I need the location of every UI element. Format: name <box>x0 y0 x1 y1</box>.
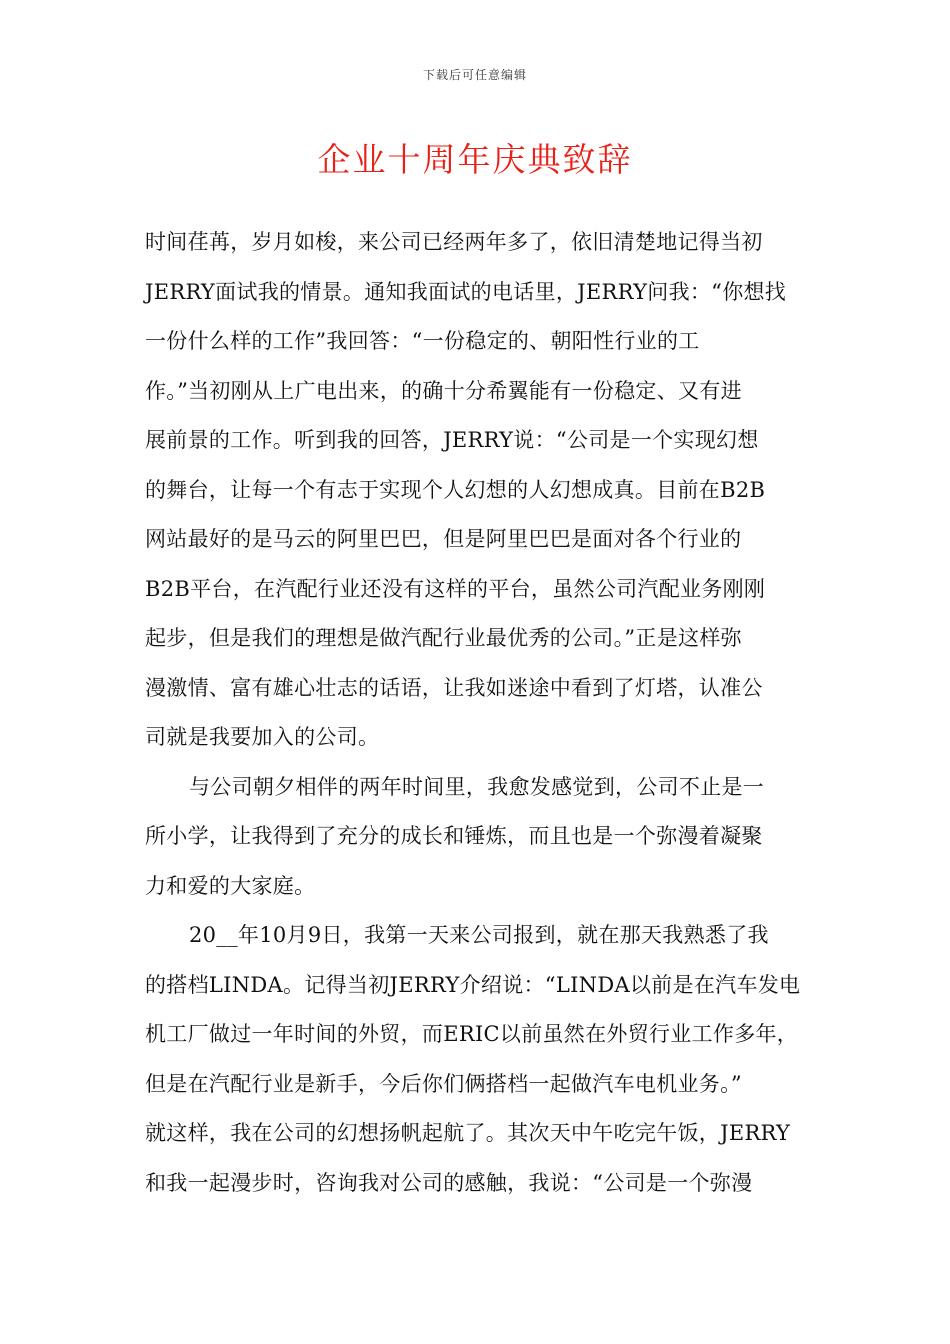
text-line: 展前景的工作。听到我的回答，JERRY说：“公司是一个实现幻想 <box>145 428 759 452</box>
text-line: B2B平台，在汽配行业还没有这样的平台，虽然公司汽配业务刚刚 <box>145 576 766 601</box>
text-line: 司就是我要加入的公司。 <box>145 725 380 749</box>
text-line: 一份什么样的工作”我回答：“一份稳定的、朝阳性行业的工 <box>145 329 700 353</box>
text-line: 与公司朝夕相伴的两年时间里，我愈发感觉到，公司不止是一 <box>189 774 765 799</box>
text-line: 力和爱的大家庭。 <box>145 873 316 898</box>
text-line: 漫激情、富有雄心壮志的话语，让我如迷途中看到了灯塔，认准公 <box>145 675 763 700</box>
text-line: 网站最好的是马云的阿里巴巴，但是阿里巴巴是面对各个行业的 <box>145 527 742 551</box>
text-line: 20__年10月9日，我第一天来公司报到，就在那天我熟悉了我 <box>189 923 769 947</box>
text-line: 作。”当初刚从上广电出来，的确十分希翼能有一份稳定、又有进 <box>145 378 742 403</box>
paragraph-3 <box>145 917 815 1214</box>
text-line: 的搭档LINDA。记得当初JERRY介绍说：“LINDA以前是在汽车发电 <box>145 972 801 997</box>
document-body <box>145 224 815 1214</box>
paragraph-2 <box>145 769 815 918</box>
text-line: 和我一起漫步时，咨询我对公司的感触，我说：“公司是一个弥漫 <box>145 1170 753 1195</box>
document-title: 企业十周年庆典致辞 <box>317 140 633 179</box>
header-note: 下载后可任意编辑 <box>422 68 527 82</box>
text-line: 所小学，让我得到了充分的成长和锤炼，而且也是一个弥漫着凝聚 <box>145 824 763 848</box>
text-line: 时间荏苒，岁月如梭，来公司已经两年多了，依旧清楚地记得当初 <box>145 230 763 254</box>
text-line: 但是在汽配行业是新手，今后你们俩搭档一起做汽车电机业务。” <box>145 1071 742 1096</box>
paragraph-1 <box>145 224 815 769</box>
text-line: 起步，但是我们的理想是做汽配行业最优秀的公司。”正是这样弥 <box>145 626 742 650</box>
text-line: 的舞台，让每一个有志于实现个人幻想的人幻想成真。目前在B2B <box>145 477 766 502</box>
text-line: 机工厂做过一年时间的外贸，而ERIC以前虽然在外贸行业工作多年， <box>145 1022 799 1046</box>
text-line: JERRY面试我的情景。通知我面试的电话里，JERRY问我：“你想找 <box>145 279 787 304</box>
text-line: 就这样，我在公司的幻想扬帆起航了。其次天中午吃完午饭，JERRY <box>145 1121 791 1145</box>
